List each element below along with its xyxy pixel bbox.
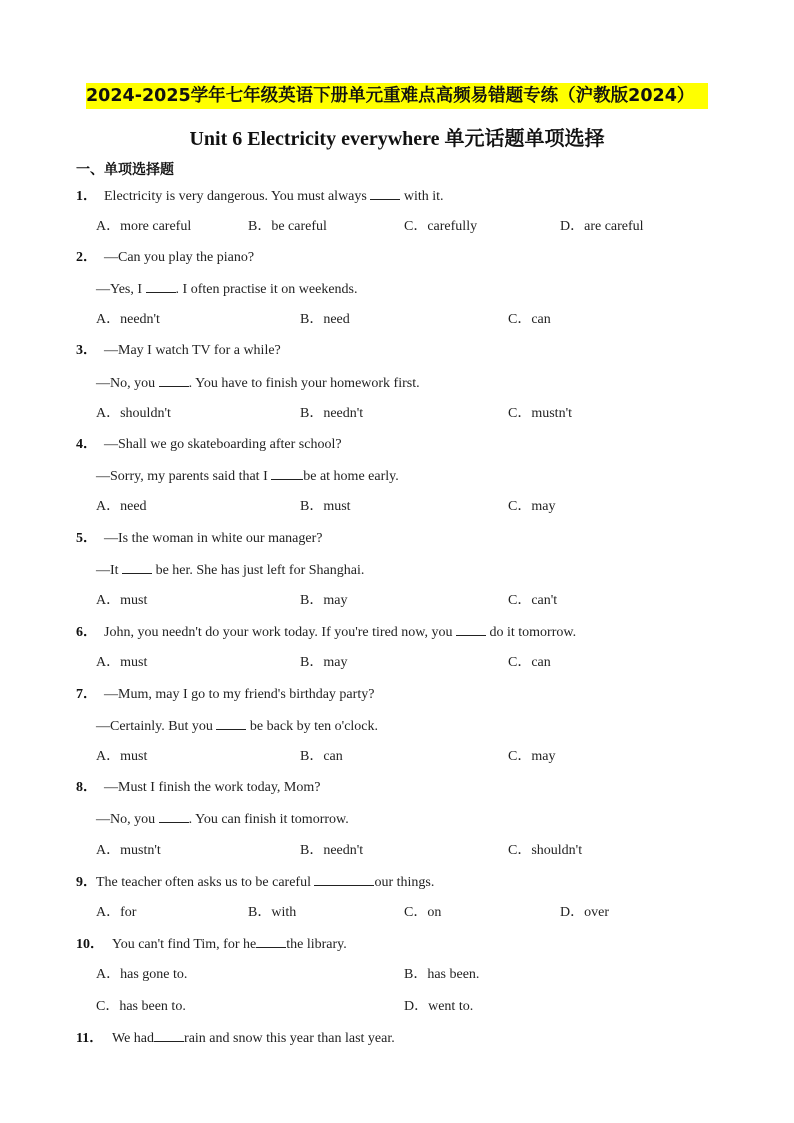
question-text: —Yes, I	[96, 282, 146, 297]
question-5-reply	[96, 560, 364, 581]
question-number: 4．	[76, 437, 97, 452]
question-7-stem	[76, 685, 374, 705]
option-b[interactable]: B．with	[248, 905, 297, 920]
question-text: . You can finish it tomorrow.	[188, 812, 349, 827]
question-2-reply	[96, 279, 358, 300]
option-b[interactable]: B．can	[300, 749, 343, 764]
question-number: 3．	[76, 343, 97, 358]
question-text: . I often practise it on weekends.	[175, 282, 358, 297]
option-b[interactable]: B．may	[300, 593, 348, 608]
question-5-stem	[76, 529, 323, 549]
option-a[interactable]: A．need	[96, 499, 147, 514]
question-text: do it tomorrow.	[486, 625, 577, 640]
question-4-reply	[96, 466, 399, 487]
question-text: our things.	[374, 875, 435, 890]
answer-blank[interactable]	[256, 934, 286, 948]
question-text: The teacher often asks us to be careful	[96, 875, 315, 890]
option-c[interactable]: C．on	[404, 905, 442, 920]
option-a[interactable]: A．must	[96, 749, 148, 764]
option-c[interactable]: C．shouldn't	[508, 843, 583, 858]
option-b[interactable]: B．needn't	[300, 843, 364, 858]
question-1-stem	[76, 186, 444, 207]
question-text: be her. She has just left for Shanghai.	[152, 563, 365, 578]
option-b[interactable]: B．may	[300, 655, 348, 670]
option-b[interactable]: B．needn't	[300, 406, 364, 421]
question-text: —Must I finish the work today, Mom?	[104, 780, 321, 795]
question-text: You can't find Tim, for he	[112, 937, 257, 952]
question-text: John, you needn't do your work today. If you're tired now, you	[104, 625, 456, 640]
question-3-reply	[96, 373, 420, 394]
answer-blank[interactable]	[271, 466, 303, 480]
question-text: —Certainly. But you	[96, 719, 217, 734]
question-2-stem	[76, 248, 254, 268]
option-a[interactable]: A．mustn't	[96, 843, 161, 858]
question-number: 11．	[76, 1031, 104, 1046]
option-c[interactable]: C．can	[508, 655, 551, 670]
option-b[interactable]: B．has been.	[404, 967, 480, 982]
option-c[interactable]: C．may	[508, 749, 556, 764]
question-10-stem	[76, 934, 347, 955]
question-8-reply	[96, 809, 349, 830]
option-a[interactable]: A．shouldn't	[96, 406, 171, 421]
option-d[interactable]: D．over	[560, 905, 609, 920]
worksheet-banner-title: 2024-2025学年七年级英语下册单元重难点高频易错题专练（沪教版2024）	[86, 83, 708, 109]
option-b[interactable]: B．be careful	[248, 219, 327, 234]
question-text: . You have to finish your homework first.	[188, 376, 420, 391]
unit-title: Unit 6 Electricity everywhere 单元话题单项选择	[189, 128, 605, 150]
question-text: the library.	[286, 937, 347, 952]
question-3-stem	[76, 341, 281, 361]
option-b[interactable]: B．must	[300, 499, 351, 514]
option-c[interactable]: C．has been to.	[96, 999, 186, 1014]
question-text: —Mum, may I go to my friend's birthday party?	[104, 687, 375, 702]
option-a[interactable]: A．must	[96, 593, 148, 608]
option-a[interactable]: A．has gone to.	[96, 967, 188, 982]
question-number: 2．	[76, 250, 97, 265]
section-heading: 一、单项选择题	[76, 162, 174, 178]
question-text: —Shall we go skateboarding after school?	[104, 437, 342, 452]
option-c[interactable]: C．can	[508, 312, 551, 327]
option-b[interactable]: B．need	[300, 312, 350, 327]
question-7-reply	[96, 716, 378, 737]
question-number: 10．	[76, 937, 104, 952]
option-c[interactable]: C．carefully	[404, 219, 478, 234]
answer-blank[interactable]	[216, 716, 246, 730]
question-11-stem	[76, 1028, 395, 1049]
option-a[interactable]: A．needn't	[96, 312, 160, 327]
question-text: be back by ten o'clock.	[246, 719, 379, 734]
option-d[interactable]: D．went to.	[404, 999, 474, 1014]
question-8-stem	[76, 778, 320, 798]
question-text: —May I watch TV for a while?	[104, 343, 281, 358]
question-6-stem	[76, 622, 576, 643]
question-9-stem	[76, 872, 434, 893]
option-c[interactable]: C．can't	[508, 593, 558, 608]
answer-blank[interactable]	[122, 560, 152, 574]
question-number: 8．	[76, 780, 97, 795]
answer-blank[interactable]	[314, 872, 374, 886]
question-number: 6．	[76, 625, 97, 640]
question-text: We had	[112, 1031, 155, 1046]
question-text: rain and snow this year than last year.	[184, 1031, 395, 1046]
question-number: 5．	[76, 531, 97, 546]
question-text: —It	[96, 563, 123, 578]
question-number: 7．	[76, 687, 97, 702]
option-c[interactable]: C．mustn't	[508, 406, 572, 421]
question-text: —Can you play the piano?	[104, 250, 255, 265]
question-text: —Sorry, my parents said that I	[96, 469, 272, 484]
question-text: with it.	[400, 189, 444, 204]
answer-blank[interactable]	[154, 1028, 184, 1042]
option-c[interactable]: C．may	[508, 499, 556, 514]
answer-blank[interactable]	[159, 373, 189, 387]
answer-blank[interactable]	[146, 279, 176, 293]
option-a[interactable]: A．must	[96, 655, 148, 670]
question-number: 1．	[76, 189, 97, 204]
question-4-stem	[76, 435, 342, 455]
answer-blank[interactable]	[370, 186, 400, 200]
question-text: be at home early.	[303, 469, 399, 484]
question-number: 9．	[76, 875, 97, 890]
question-text: —Is the woman in white our manager?	[104, 531, 323, 546]
question-text: Electricity is very dangerous. You must always	[104, 189, 371, 204]
option-a[interactable]: A．more careful	[96, 219, 192, 234]
option-a[interactable]: A．for	[96, 905, 137, 920]
answer-blank[interactable]	[456, 622, 486, 636]
question-text: —No, you	[96, 812, 159, 827]
answer-blank[interactable]	[159, 809, 189, 823]
question-text: —No, you	[96, 376, 159, 391]
option-d[interactable]: D．are careful	[560, 219, 644, 234]
